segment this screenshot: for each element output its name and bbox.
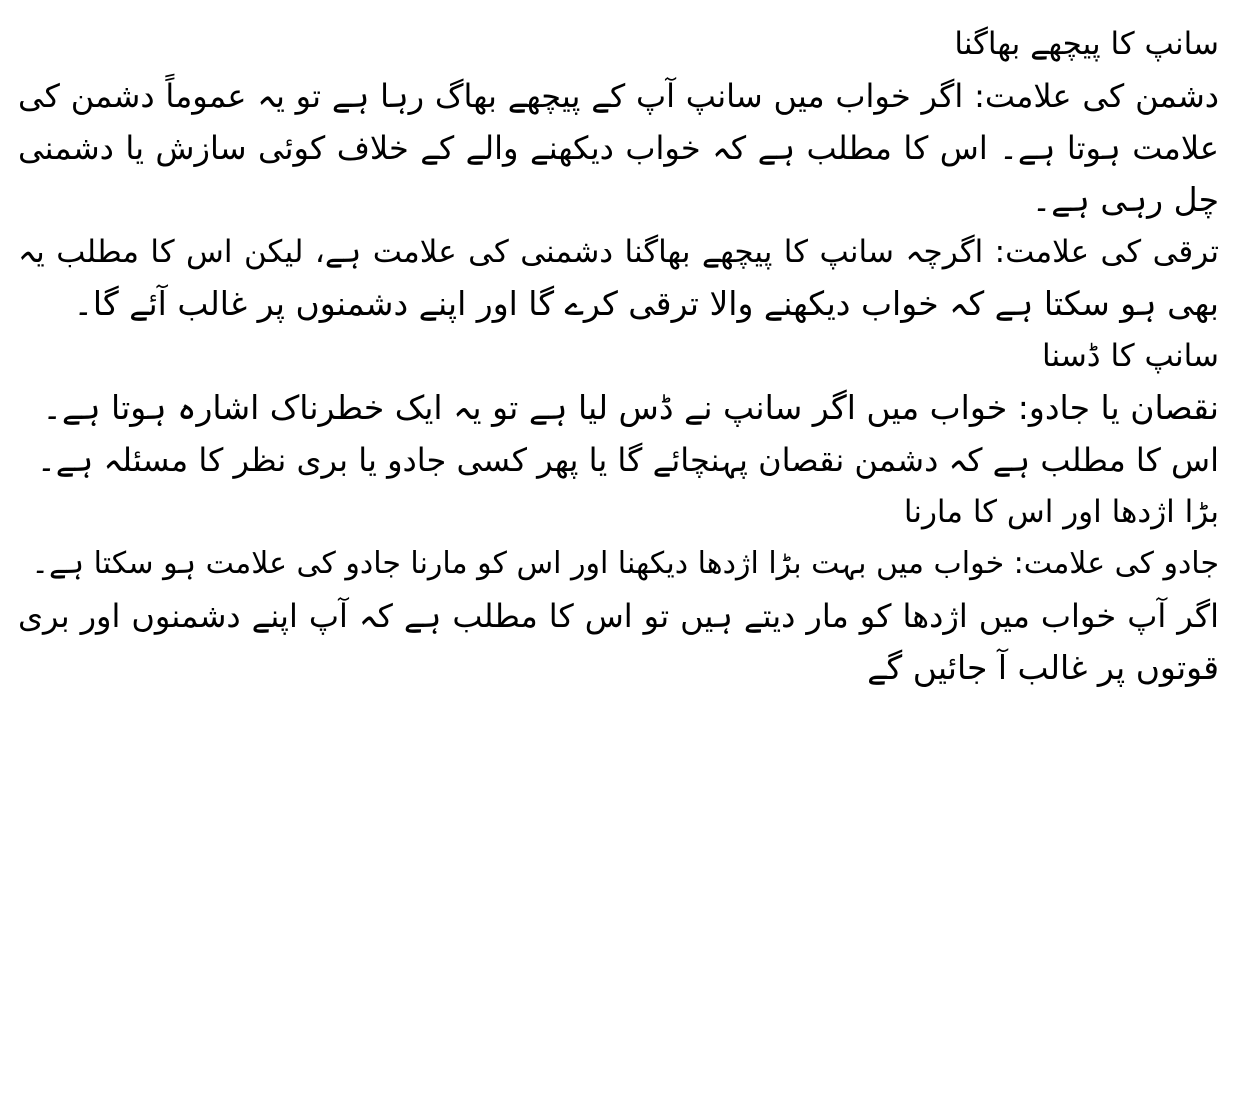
paragraph-line: نقصان یا جادو: خواب میں اگر سانپ نے ڈس لیا ہے تو یہ ایک خطرناک اشارہ ہوتا ہے۔: [42, 388, 1219, 427]
paragraph-line: قوتوں پر غالب آ جائیں گے: [867, 648, 1219, 687]
paragraph-line: بھی ہو سکتا ہے کہ خواب دیکھنے والا ترقی کرے گا اور اپنے دشمنوں پر غالب آئے گا۔: [73, 284, 1219, 323]
section-heading: سانپ کا ڈسنا: [1042, 338, 1219, 374]
paragraph-line: اس کا مطلب ہے کہ دشمن نقصان پہنچائے گا یا پھر کسی جادو یا بری نظر کا مسئلہ ہے۔: [37, 441, 1219, 479]
paragraph-line: اگر آپ خواب میں اژدھا کو مار دیتے ہیں تو اس کا مطلب ہے کہ آپ اپنے دشمنوں اور بری: [18, 597, 1219, 635]
section-heading: بڑا اژدھا اور اس کا مارنا: [903, 494, 1219, 530]
paragraph-line: علامت ہوتا ہے۔ اس کا مطلب ہے کہ خواب دیکھنے والے کے خلاف کوئی سازش یا دشمنی: [18, 129, 1219, 167]
paragraph-line: چل رہی ہے۔: [1031, 180, 1219, 219]
paragraph-line: ترقی کی علامت: اگرچہ سانپ کا پیچھے بھاگنا دشمنی کی علامت ہے، لیکن اس کا مطلب یہ: [18, 234, 1219, 270]
paragraph-line: جادو کی علامت: خواب میں بہت بڑا اژدھا دیکھنا اور اس کو مارنا جادو کی علامت ہو سکتا ہے۔: [31, 546, 1219, 581]
section-heading: سانپ کا پیچھے بھاگنا: [954, 26, 1219, 62]
paragraph-line: دشمن کی علامت: اگر خواب میں سانپ آپ کے پیچھے بھاگ رہا ہے تو یہ عموماً دشمن کی: [18, 77, 1219, 115]
